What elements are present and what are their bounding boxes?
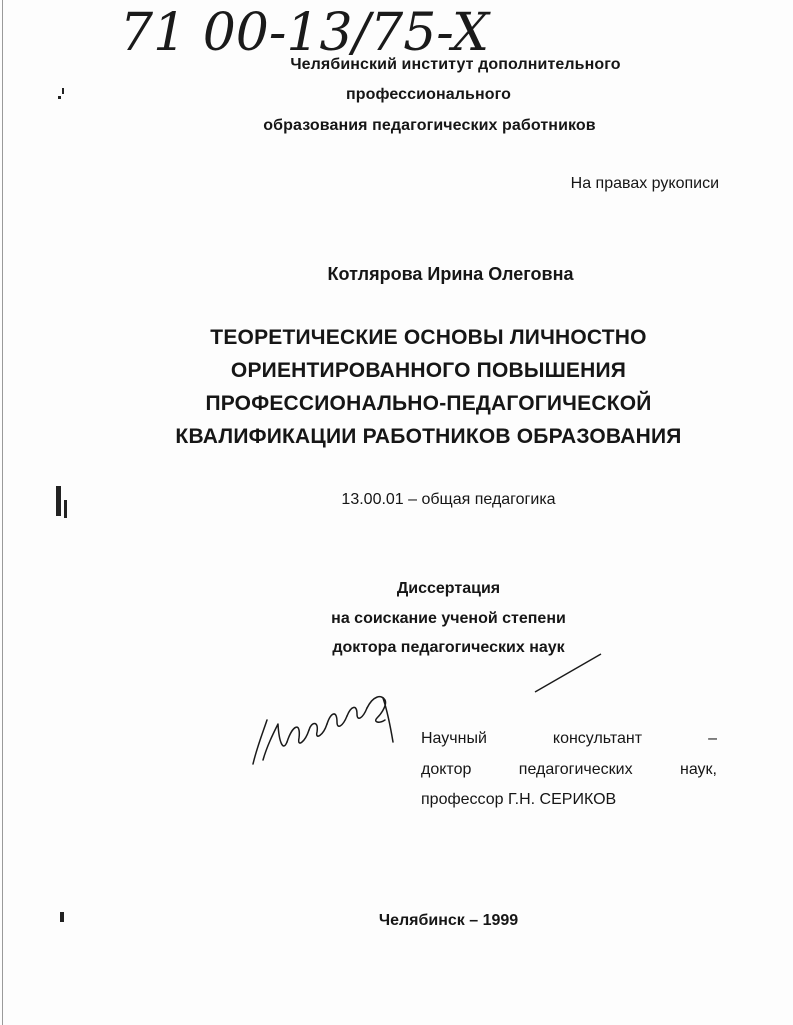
dissertation-line-3: доктора педагогических наук <box>332 639 565 656</box>
consultant-line-3: профессор Г.Н. СЕРИКОВ <box>421 791 617 808</box>
archive-code-text: 71 00-13/75-X <box>120 3 490 62</box>
signature <box>245 682 405 772</box>
institution-line-3: образования педагогических работников <box>263 117 596 134</box>
author-name: Котлярова Ирина Олеговна <box>327 264 574 284</box>
manuscript-note: На правах рукописи <box>570 175 719 192</box>
dissertation-line-2: на соискание ученой степени <box>331 610 566 627</box>
title-line-3: ПРОФЕССИОНАЛЬНО-ПЕДАГОГИЧЕСКОЙ <box>205 392 652 415</box>
consultant-line-1: Научный консультант – <box>421 730 717 747</box>
scan-edge-line <box>2 0 3 1025</box>
title-line-1: ТЕОРЕТИЧЕСКИЕ ОСНОВЫ ЛИЧНОСТНО <box>210 326 647 349</box>
title-line-4: КВАЛИФИКАЦИИ РАБОТНИКОВ ОБРАЗОВАНИЯ <box>175 425 682 448</box>
dissertation-line-1: Диссертация <box>396 580 501 597</box>
city-year: Челябинск – 1999 <box>378 912 519 929</box>
institution-line-1: Челябинский институт дополнительного <box>290 56 621 73</box>
archive-code-handwriting <box>118 0 498 62</box>
institution-line-2: профессионального <box>345 86 512 103</box>
specialty-code: 13.00.01 – общая педагогика <box>341 491 556 508</box>
title-line-2: ОРИЕНТИРОВАННОГО ПОВЫШЕНИЯ <box>230 359 627 382</box>
pen-stroke <box>533 650 603 695</box>
consultant-line-2: доктор педагогических наук, <box>421 761 717 778</box>
